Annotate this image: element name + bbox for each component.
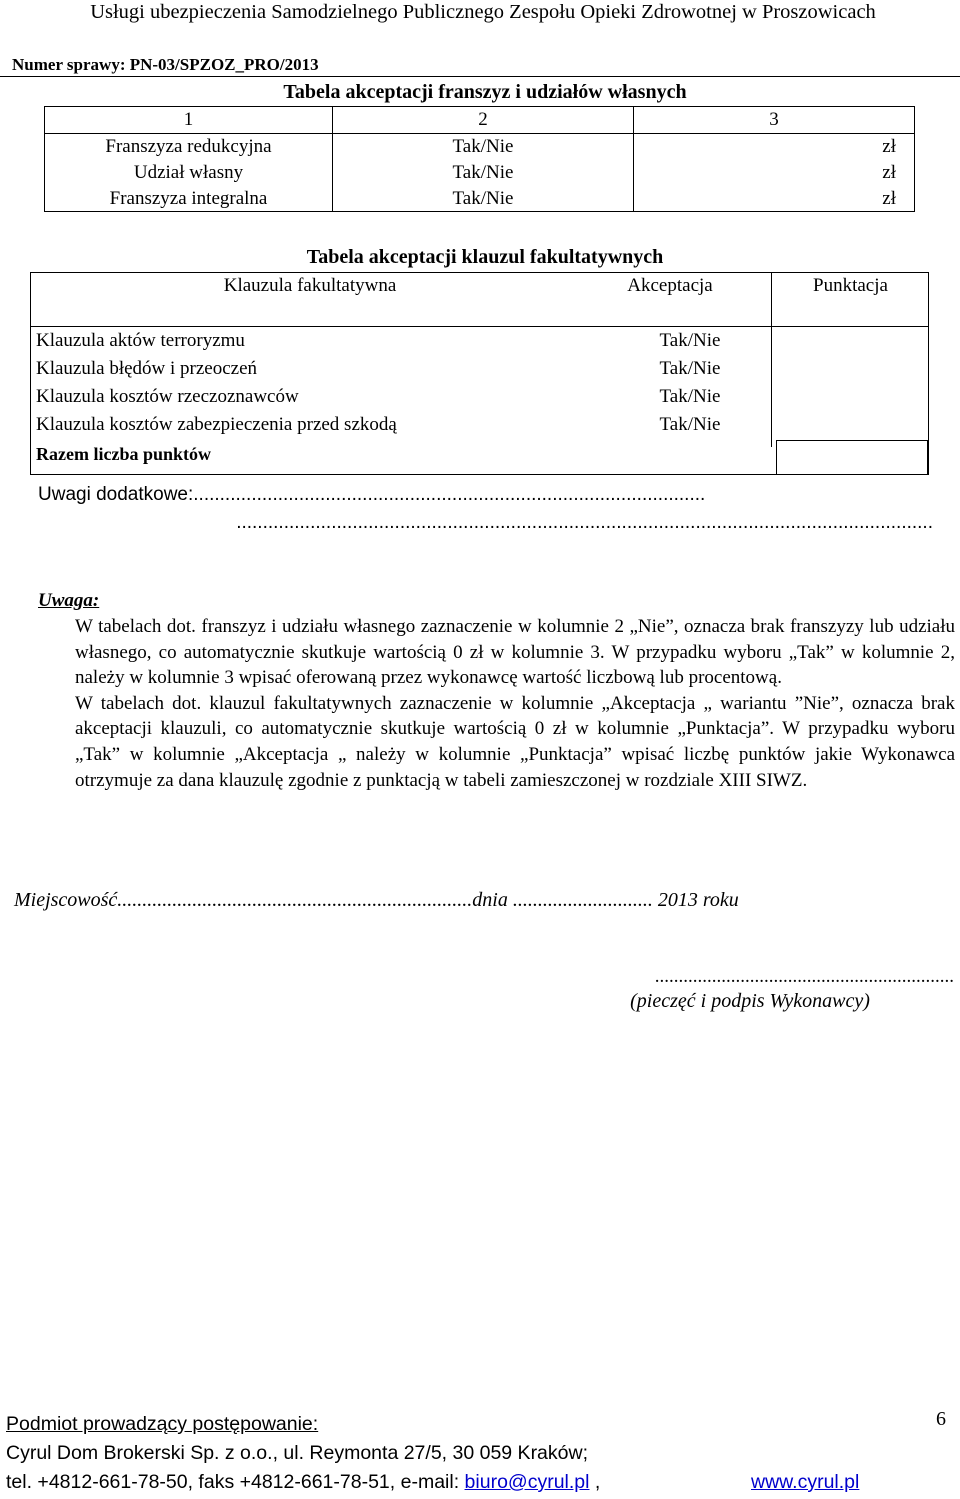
signature-line[interactable]: ............................................................... bbox=[654, 966, 954, 987]
row-name: Udział własny bbox=[133, 162, 244, 183]
clause-choice[interactable]: Tak/Nie bbox=[659, 386, 721, 407]
table1-col-header: 1 bbox=[183, 109, 194, 130]
signature-label: (pieczęć i podpis Wykonawcy) bbox=[630, 990, 870, 1012]
document-header-title: Usługi ubezpieczenia Samodzielnego Publicznego Zespołu Opieki Zdrowotnej w Proszowicach bbox=[90, 1, 876, 23]
note-heading: Uwaga: bbox=[38, 590, 100, 611]
row-choice[interactable]: Tak/Nie bbox=[452, 162, 514, 183]
footer bbox=[6, 1410, 956, 1497]
header-divider bbox=[0, 76, 960, 77]
clause-name: Klauzula aktów terroryzmu bbox=[36, 330, 245, 351]
website-link[interactable]: www.cyrul.pl bbox=[751, 1471, 860, 1493]
clauses-table bbox=[30, 272, 929, 475]
note-text bbox=[38, 614, 955, 793]
row-amount[interactable]: zł bbox=[882, 136, 896, 157]
deductibles-table bbox=[44, 106, 915, 212]
page-number: 6 bbox=[936, 1408, 946, 1430]
clause-name: Klauzula kosztów zabezpieczenia przed szkodą bbox=[36, 414, 397, 435]
row-name: Franszyza redukcyjna bbox=[105, 136, 272, 157]
case-number: Numer sprawy: PN-03/SPZOZ_PRO/2013 bbox=[12, 55, 319, 74]
clause-choice[interactable]: Tak/Nie bbox=[659, 414, 721, 435]
table1-title: Tabela akceptacji franszyz i udziałów własnych bbox=[283, 81, 687, 103]
clause-choice[interactable]: Tak/Nie bbox=[659, 330, 721, 351]
footer-phone: tel. +4812-661-78-50, faks +4812-661-78-51, e-mail: bbox=[6, 1471, 465, 1493]
table2-col-header: Punktacja bbox=[813, 275, 888, 296]
footer-contact bbox=[6, 1468, 956, 1497]
clause-choice[interactable]: Tak/Nie bbox=[659, 358, 721, 379]
row-choice[interactable]: Tak/Nie bbox=[452, 188, 514, 209]
remarks-line[interactable]: .................................................................................................................................... bbox=[236, 512, 933, 533]
table-row bbox=[45, 134, 914, 160]
row-amount[interactable]: zł bbox=[882, 188, 896, 209]
remarks-label: Uwagi dodatkowe:................................................................................................. bbox=[38, 484, 706, 505]
footer-heading: Podmiot prowadzący postępowanie: bbox=[6, 1413, 319, 1435]
table-row bbox=[45, 186, 914, 212]
note-paragraph: W tabelach dot. klauzul fakultatywnych zaznaczenie w kolumnie „Akceptacja „ wariantu ”Nie”, oznacza brak akceptacji klauzuli, co automatycznie skutkuje wartością 0 zł w kolumnie „Punktacja”. W przypadku wyboru „Tak” w kolumnie „Akceptacja „ należy w kolumnie „Punktacja” wpisać liczbę punktów jakie Wykonawca otrzymuje za dana klauzulę zgodnie z punktacją w tabeli zamieszczonej w rozdziale XIII SIWZ. bbox=[75, 692, 955, 791]
footer-address: Cyrul Dom Brokerski Sp. z o.o., ul. Reymonta 27/5, 30 059 Kraków; bbox=[6, 1442, 589, 1464]
table2-col-header: Klauzula fakultatywna bbox=[223, 275, 397, 296]
clause-name: Klauzula błędów i przeoczeń bbox=[36, 358, 258, 379]
table1-col-header: 3 bbox=[769, 109, 779, 130]
total-points-label: Razem liczba punktów bbox=[36, 444, 211, 464]
table1-header-row bbox=[45, 107, 914, 133]
email-link[interactable]: biuro@cyrul.pl bbox=[464, 1471, 590, 1493]
note-paragraph: W tabelach dot. franszyz i udziału własnego zaznaczenie w kolumnie 2 „Nie”, oznacza brak franszyzy lub udziału własnego, co automatycznie skutkuje wartością 0 zł w kolumnie 3. W przypadku wyboru „Tak” w kolumnie 2, należy w kolumnie 3 wpisać oferowaną przez wykonawcę wartość liczbową lub procentową. bbox=[75, 616, 955, 689]
table2-col-header: Akceptacja bbox=[627, 275, 713, 296]
place-date-line[interactable]: Miejscowość.......................................................................dnia ............................ 2013 roku bbox=[14, 889, 739, 911]
table1-col-header: 2 bbox=[478, 109, 488, 130]
table-row bbox=[45, 160, 914, 186]
total-points-field[interactable] bbox=[776, 440, 928, 475]
row-choice[interactable]: Tak/Nie bbox=[452, 136, 514, 157]
footer-separator: , bbox=[589, 1471, 601, 1493]
table2-title: Tabela akceptacji klauzul fakultatywnych bbox=[306, 246, 664, 268]
row-amount[interactable]: zł bbox=[882, 162, 896, 183]
clause-name: Klauzula kosztów rzeczoznawców bbox=[36, 386, 299, 407]
row-name: Franszyza integralna bbox=[109, 188, 268, 209]
